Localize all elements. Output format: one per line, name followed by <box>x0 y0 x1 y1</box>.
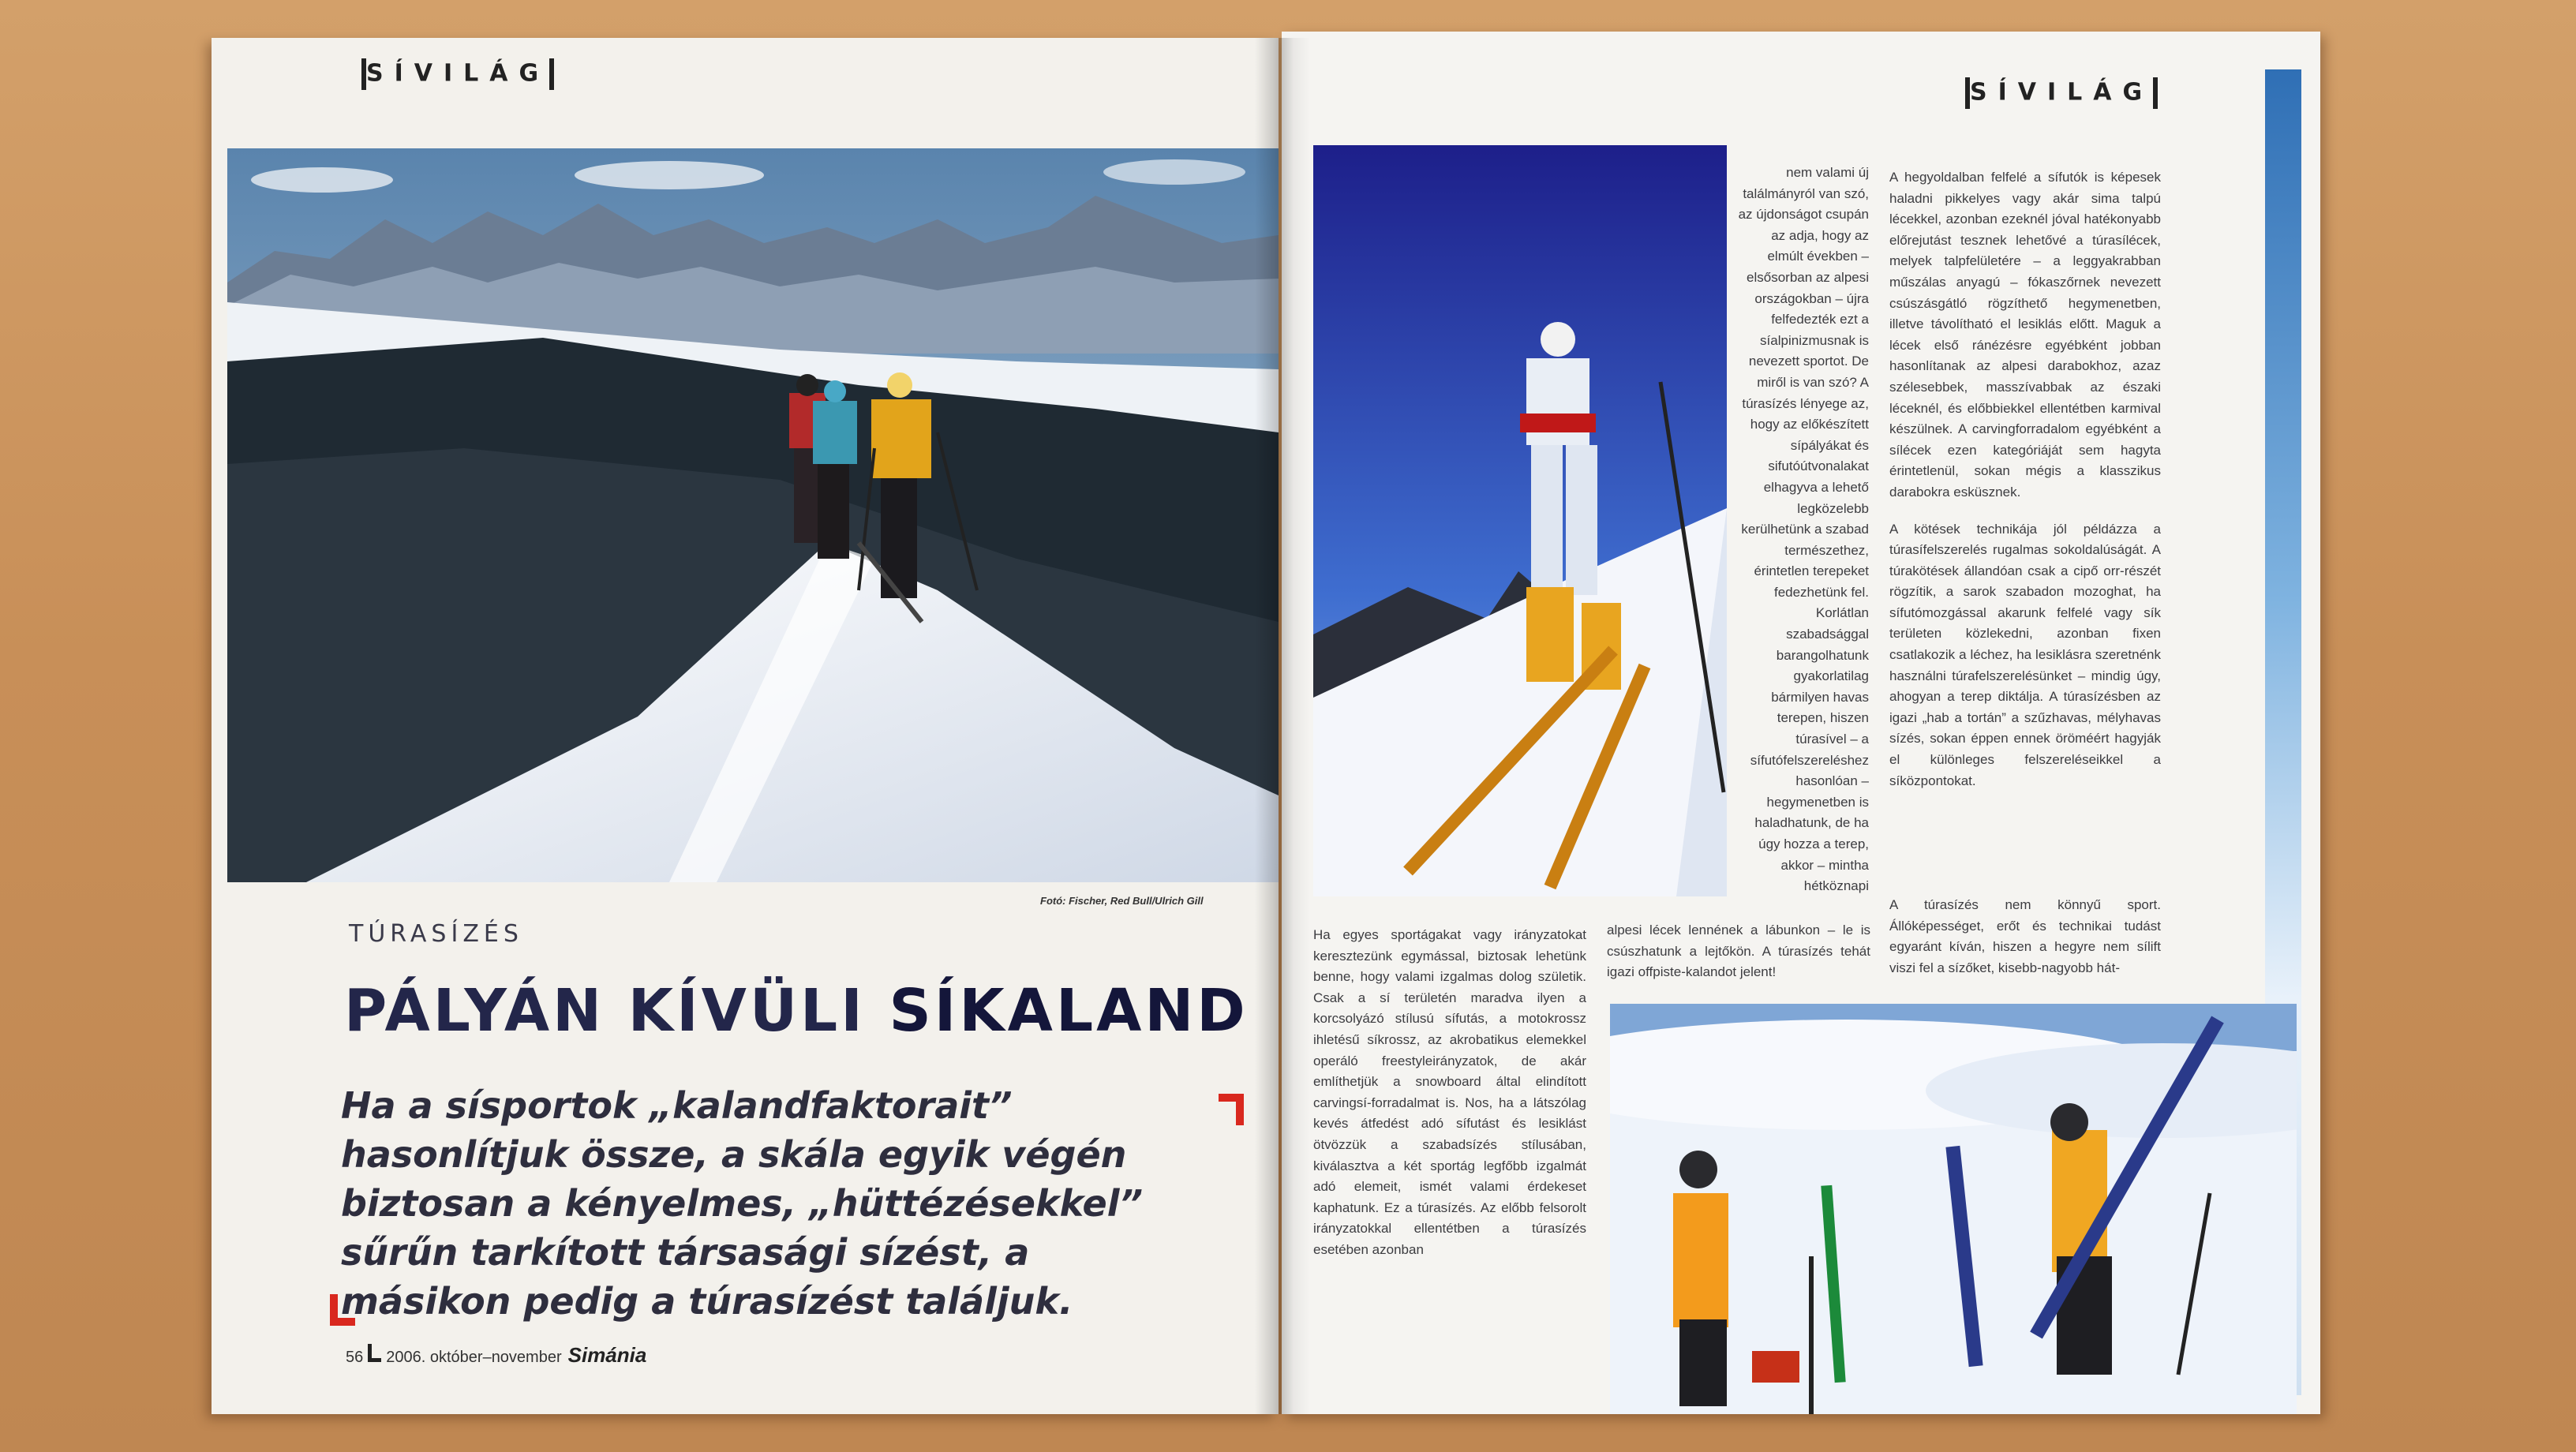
brand-mark-icon <box>368 1344 381 1362</box>
paragraph: A túrasízés nem könnyű sport. Állóképességet, erőt és technikai tudást egyaránt kíván, hiszen a hegyre nem sílift viszi fel a sízőket, kisebb-nagyobb hát- <box>1889 897 2161 975</box>
headline-part1: PÁLYÁN KÍVÜLI <box>344 977 866 1045</box>
body-column-c <box>1313 925 1586 1261</box>
ski-touring-ridge-photo <box>227 148 1279 882</box>
decorative-red-corner-icon <box>1219 1094 1244 1125</box>
body-column-e <box>1889 895 2161 979</box>
article-kicker: TÚRASÍZÉS <box>349 920 523 948</box>
paragraph: alpesi lécek lennének a lábunkon – le is csúszhatunk a lejtőkön. A túrasízés tehát igazi offpiste-kalandot jelent! <box>1607 922 1870 980</box>
paragraph: nem valami új találmányról van szó, az újdonságot csupán az adja, hogy az elmúlt években – elsősorban az alpesi országokban – újra felfedezték ezt a síalpinizmusnak is nevezett sportot. De miről is van szó? A túrasízés lényege az, hogy az előkészített sípályákat és sifutóútvonalakat elhagyva a lehető legközelebb kerülhetünk a szabad természethez, érintetlen terepeket fedezhetünk fel. Korlátlan szabadsággal barangolhatunk gyakorlatilag bármilyen havas terepen, hiszen túrasível – a sífutófelszereléshez hasonlóan – hegymenetben is haladhatunk, de ha úgy hozza a terep, akkor – mintha hétköznapi <box>1738 165 1869 894</box>
skier-climbing-photo <box>1313 145 1727 896</box>
brand-logo-right: SÍVILÁG <box>1965 77 2158 109</box>
paragraph: A hegyoldalban felfelé a sífutók is képesek haladni pikkelyes vagy akár sima talpú lécekkel, azonban ezeknél jóval hatékonyabb előrejutást tesznek lehetővé a túrasílécek, melyek talpfelületére – a leggyakrabban műszálas anyagú – fókaszőrnek nevezett csúszásgátló rögzíthető hegymenetben, illetve távolítható el lesiklás előtt. Maguk a lécek első ránézésre egyébként jobban hasonlítanak az alpesi darabokhoz, azaz szélesebbek, masszívabbak az északi léceknél, és előbbiekkel ellentétben karmival készülnek. A carvingforradalom egyébként a sílécek ezen kategóriáját sem hagyta érintetlenül, sokan mégis a klasszikus darabokra esküsznek. <box>1889 170 2161 500</box>
page-number: 56 <box>346 1349 364 1366</box>
skiers-in-snow-photo <box>1610 1004 2297 1414</box>
paragraph: A kötések technikája jól példázza a túrasífelszerelés rugalmas sokoldalúságát. A túrakötések állandóan csak a cipő orr-részét rögzítik, a sarok szabadon mozoghat, ha sífutómozgással akarunk felfelé vagy sík területen közlekedni, azonban fixen csatlakozik a léchez, ha lesiklásra szeretnénk használni túrafelszerelésünket – mindig úgy, ahogyan a terep diktálja. A túrasízésben az igazi „hab a tortán” a szűzhavas, mélyhavas sízés, sokan éppen ennek öröméért hagyják el különleges felszereléseikkel a síközpontokat. <box>1889 521 2161 788</box>
body-column-a <box>1736 163 1869 897</box>
body-column-d <box>1607 920 1870 983</box>
body-column-b <box>1889 167 2161 791</box>
magazine-name: Simánia <box>567 1343 647 1367</box>
book-gutter <box>1255 38 1310 1414</box>
article-headline <box>344 977 1249 1045</box>
issue-date: 2006. október–november <box>386 1349 562 1366</box>
decorative-red-corner-icon <box>330 1294 355 1326</box>
brand-logo-left: SÍVILÁG <box>361 58 554 90</box>
page-folio <box>346 1343 646 1368</box>
photo-credit: Fotó: Fischer, Red Bull/Ulrich Gill <box>1040 895 1204 907</box>
paragraph: Ha egyes sportágakat vagy irányzatokat keresztezünk egymással, biztosak lehetünk benne, hogy valami izgalmas dolog születik. Csak a sí területén maradva ilyen a korcsolyázó stílusú sífutás, a motokrossz ihletésű síkrossz, az akrobatikus elemekkel operáló freestyleirányzatok, de akár említhetjük a snowboard által elindított carvingsí-forradalmat is. Nos, ha a látszólag kevés átfedést adó sífutást és lesiklást ötvözzük a szabadsízés stílusában, kiválasztva a két sportág legfőbb izgalmát adó elemeit, ismét valami érdekeset kaphatunk. Ez a túrasízés. Az előbb felsorolt irányzatokkal ellentétben a túrasízés esetében azonban <box>1313 927 1586 1257</box>
article-lede: Ha a sísportok „kalandfaktorait” hasonlítjuk össze, a skála egyik végén biztosan a kényelmes, „hüttézésekkel” sűrűn tarkított társasági sízést, a másikon pedig a túrasízést találjuk. <box>341 1084 1144 1323</box>
headline-part2: SÍKALAND <box>889 977 1249 1045</box>
